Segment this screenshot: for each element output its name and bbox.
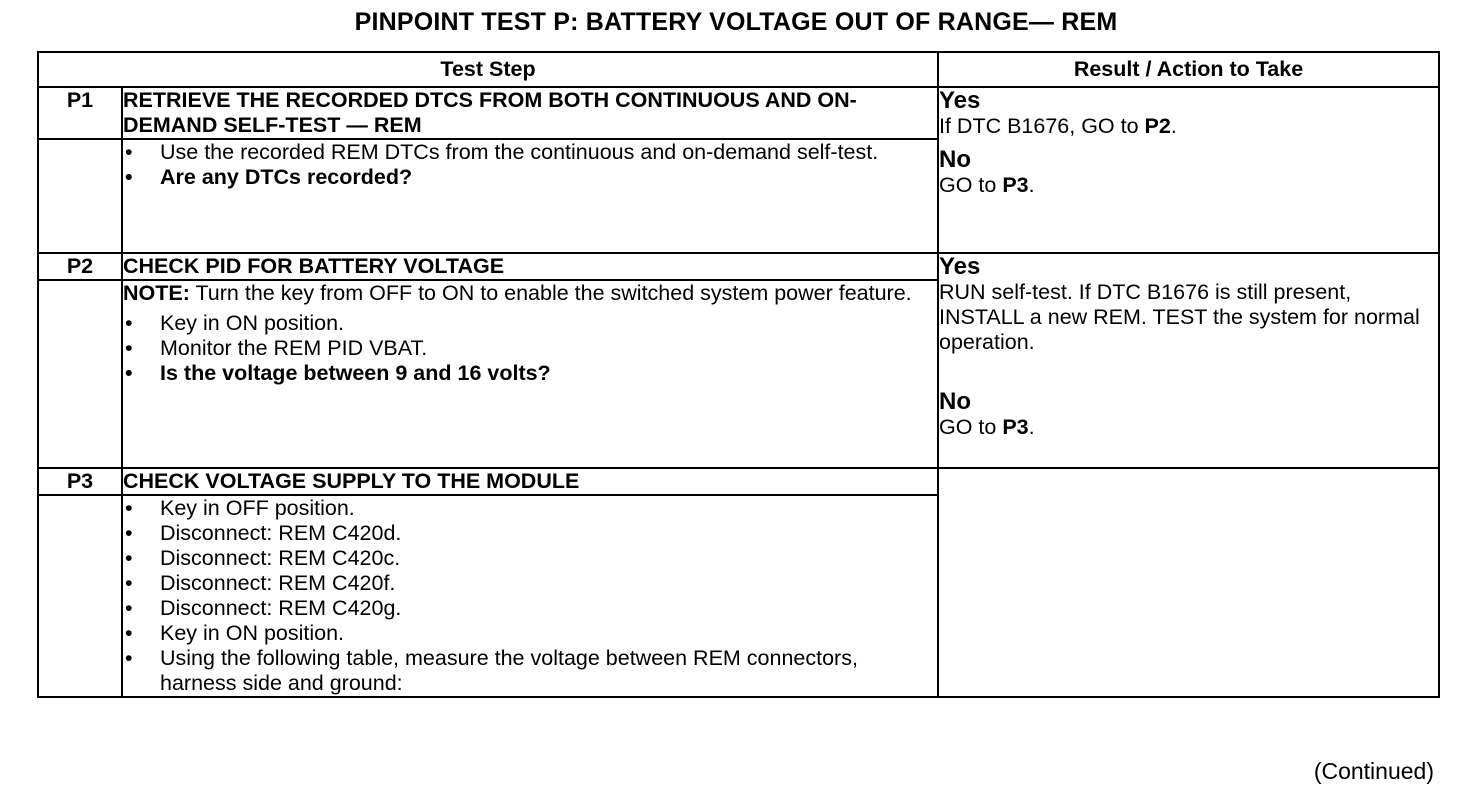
bullet-list — [123, 311, 937, 386]
list-item-question: • Are any DTCs recorded? — [123, 165, 937, 190]
no-action-ref: P3 — [1002, 173, 1029, 197]
yes-action: RUN self-test. If DTC B1676 is still present, INSTALL a new REM. TEST the system for normal operation. — [939, 280, 1420, 354]
no-action-end: . — [1028, 415, 1035, 439]
step-id-p3: P3 — [38, 468, 122, 495]
step-body-p2 — [122, 280, 938, 468]
no-action-end: . — [1028, 173, 1035, 197]
list-item: • Monitor the REM PID VBAT. — [123, 336, 937, 361]
pinpoint-test-table — [37, 51, 1440, 698]
continued-label: (Continued) — [1313, 758, 1434, 784]
result-p1 — [938, 87, 1439, 253]
list-item: • Using the following table, measure the voltage between REM connectors, harness side and ground: — [123, 646, 937, 696]
header-result-action: Result / Action to Take — [938, 52, 1439, 87]
p3-title-row — [38, 468, 1439, 495]
list-item: • Disconnect: REM C420c. — [123, 546, 937, 571]
step-id-spacer — [38, 495, 122, 697]
result-p1-no — [939, 147, 1438, 198]
yes-action-ref: P2 — [1144, 114, 1171, 138]
step-title-p2: CHECK PID FOR BATTERY VOLTAGE — [122, 253, 938, 280]
p1-title-row — [38, 87, 1439, 139]
no-label: No — [939, 388, 971, 415]
list-item: • Use the recorded REM DTCs from the continuous and on-demand self-test. — [123, 140, 937, 165]
note-text: Turn the key from OFF to ON to enable the switched system power feature. — [189, 281, 912, 305]
step-id-p1: P1 — [38, 87, 122, 139]
no-label: No — [939, 146, 971, 173]
p2-title-row — [38, 253, 1439, 280]
list-item: • Disconnect: REM C420d. — [123, 521, 937, 546]
no-action-ref: P3 — [1002, 415, 1029, 439]
step-title-p3: CHECK VOLTAGE SUPPLY TO THE MODULE — [122, 468, 938, 495]
list-item: • Key in ON position. — [123, 311, 937, 336]
step-id-spacer — [38, 280, 122, 468]
yes-action-end: . — [1170, 114, 1177, 138]
step-id-spacer — [38, 139, 122, 253]
no-action-text: GO to — [939, 173, 1003, 197]
yes-label: Yes — [939, 253, 981, 280]
result-p3 — [938, 468, 1439, 697]
yes-action — [939, 114, 1438, 139]
page-title: PINPOINT TEST P: BATTERY VOLTAGE OUT OF RANGE— REM — [354, 8, 1118, 36]
list-item: • Key in ON position. — [123, 621, 937, 646]
step-body-p3 — [122, 495, 938, 697]
spacer — [939, 355, 1438, 389]
list-item: • Disconnect: REM C420g. — [123, 596, 937, 621]
table-header-row — [38, 52, 1439, 87]
header-test-step: Test Step — [38, 52, 938, 87]
yes-action-text: If DTC B1676, GO to — [939, 114, 1145, 138]
no-action-text: GO to — [939, 415, 1003, 439]
list-item: • Key in OFF position. — [123, 496, 937, 521]
no-action — [939, 173, 1438, 198]
result-p1-yes — [939, 88, 1438, 139]
result-p2-yes — [939, 254, 1438, 355]
result-p2 — [938, 253, 1439, 468]
result-p2-no — [939, 389, 1438, 440]
list-item: • Disconnect: REM C420f. — [123, 571, 937, 596]
note — [123, 281, 937, 306]
bullet-list — [123, 496, 937, 696]
bullet-list — [123, 140, 937, 190]
no-action — [939, 415, 1438, 440]
note-label: NOTE: — [123, 281, 190, 305]
step-id-p2: P2 — [38, 253, 122, 280]
step-title-p1: RETRIEVE THE RECORDED DTCS FROM BOTH CONTINUOUS AND ON-DEMAND SELF-TEST — REM — [122, 87, 938, 139]
step-body-p1 — [122, 139, 938, 253]
list-item-question: • Is the voltage between 9 and 16 volts? — [123, 361, 937, 386]
yes-label: Yes — [939, 87, 981, 114]
